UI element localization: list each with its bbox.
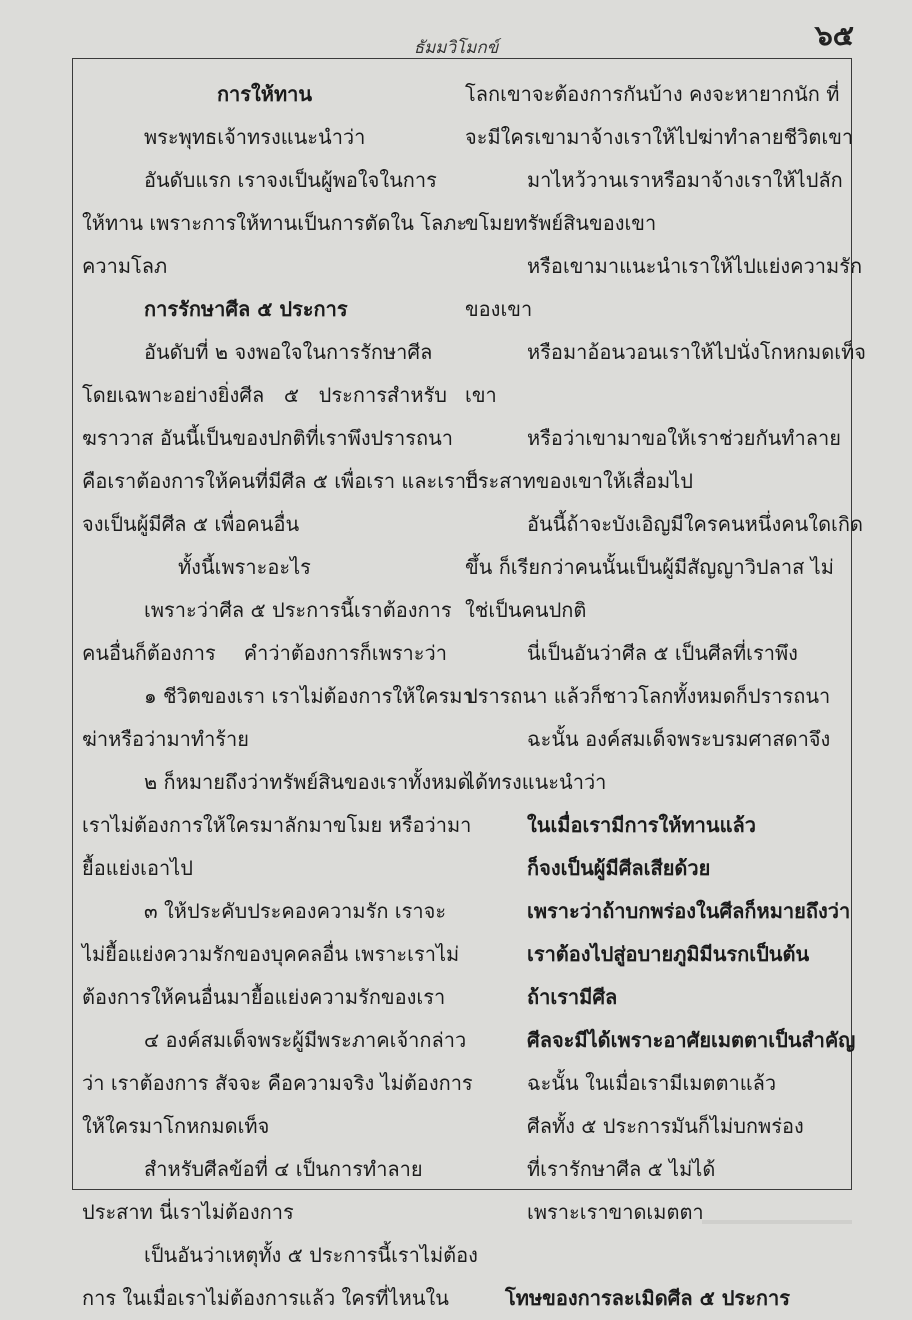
left-column-line: เพราะว่าศีล ๕ ประการนี้เราต้องการ <box>144 598 452 622</box>
left-column-line: ความโลภ <box>82 254 168 278</box>
left-column-line: ฆ่าหรือว่ามาทำร้าย <box>82 727 249 751</box>
left-column-line: ไม่ยื้อแย่งความรักของบุคคลอื่น เพราะเราไม่ <box>82 942 460 966</box>
bottom-shadow <box>702 1220 852 1224</box>
right-column-line: ในเมื่อเรามีการให้ทานแล้ว <box>527 813 756 837</box>
right-column-line: จะมีใครเขามาจ้างเราให้ไปฆ่าทำลายชีวิตเขา <box>465 125 854 149</box>
left-column-line: ๓ ให้ประคับประคองความรัก เราจะ <box>144 899 447 923</box>
left-column-line: เราไม่ต้องการให้ใครมาลักมาขโมย หรือว่ามา <box>82 813 472 837</box>
right-column-line: ก็จงเป็นผู้มีศีลเสียด้วย <box>527 856 711 880</box>
page-number: ๖๕ <box>815 19 854 52</box>
left-column-line: สำหรับศีลข้อที่ ๔ เป็นการทำลาย <box>144 1157 423 1181</box>
left-column-line: การ ในเมื่อเราไม่ต้องการแล้ว ใครที่ไหนใน <box>82 1286 449 1310</box>
left-column-line: เป็นอันว่าเหตุทั้ง ๕ ประการนี้เราไม่ต้อง <box>144 1243 478 1267</box>
left-column-line: คือเราต้องการให้คนที่มีศีล ๕ เพื่อเรา และเราก็ <box>82 469 479 493</box>
left-column-line: ฆราวาส อันนี้เป็นของปกติที่เราพึงปรารถนา <box>82 426 454 450</box>
left-column-line: ๑ ชีวิตของเรา เราไม่ต้องการให้ใครมา <box>144 684 474 708</box>
right-column-line: หรือว่าเขามาขอให้เราช่วยกันทำลาย <box>527 426 841 450</box>
right-column-line: ของเขา <box>465 297 533 321</box>
right-column-line: ได้ทรงแนะนำว่า <box>465 770 607 794</box>
left-column-line: ประสาท นี่เราไม่ต้องการ <box>82 1200 294 1224</box>
right-column-line: ประสาทของเขาให้เสื่อมไป <box>465 469 693 493</box>
right-column-line <box>465 1234 830 1277</box>
right-column-line: ศีลทั้ง ๕ ประการมันก็ไม่บกพร่อง <box>527 1114 804 1138</box>
right-column-line: อันนี้ถ้าจะบังเอิญมีใครคนหนึ่งคนใดเกิด <box>527 512 863 536</box>
left-column <box>82 73 479 1320</box>
right-column-line: ฉะนั้น องค์สมเด็จพระบรมศาสดาจึง <box>527 727 831 751</box>
right-column-line: โทษของการละเมิดศีล ๕ ประการ <box>505 1286 790 1310</box>
right-column-line: ขโมยทรัพย์สินของเขา <box>465 211 657 235</box>
left-column-line: การให้ทาน <box>216 82 313 106</box>
right-column-line: ศีลจะมีได้เพราะอาศัยเมตตาเป็นสำคัญ <box>527 1028 856 1052</box>
left-column-line: ๔ องค์สมเด็จพระผู้มีพระภาคเจ้ากล่าว <box>144 1028 467 1052</box>
right-column-line: โลกเขาจะต้องการกันบ้าง คงจะหายากนัก ที่ <box>465 82 840 106</box>
right-column-line: เพราะเราขาดเมตตา <box>527 1200 704 1224</box>
right-column-line: ถ้าเรามีศีล <box>527 985 618 1009</box>
left-column-line: ให้ทาน เพราะการให้ทานเป็นการตัดใน โลภะ <box>82 211 468 235</box>
left-column-line: พระพุทธเจ้าทรงแนะนำว่า <box>144 125 366 149</box>
left-column-line: ๒ ก็หมายถึงว่าทรัพย์สินของเราทั้งหมด <box>144 770 471 794</box>
left-column-line: ทั้งนี้เพราะอะไร <box>178 555 311 579</box>
running-header <box>0 34 912 61</box>
left-column-line: จงเป็นผู้มีศีล ๕ เพื่อคนอื่น <box>82 512 300 536</box>
right-column <box>465 73 866 1320</box>
left-column-line: คนอื่นก็ต้องการ คำว่าต้องการก็เพราะว่า <box>82 641 447 665</box>
left-column-line: อันดับที่ ๒ จงพอใจในการรักษาศีล <box>144 340 433 364</box>
right-column-line: หรือเขามาแนะนำเราให้ไปแย่งความรัก <box>527 254 863 278</box>
left-column-line: ให้ใครมาโกหกมดเท็จ <box>82 1114 270 1138</box>
left-column-line: ยื้อแย่งเอาไป <box>82 856 193 880</box>
right-column-line: เขา <box>465 383 497 407</box>
left-column-line: อันดับแรก เราจงเป็นผู้พอใจในการ <box>144 168 437 192</box>
right-column-line: ใช่เป็นคนปกติ <box>465 598 587 622</box>
right-column-line: เราต้องไปสู่อบายภูมิมีนรกเป็นต้น <box>527 942 810 966</box>
right-column-line: มาไหว้วานเราหรือมาจ้างเราให้ไปลัก <box>527 168 843 192</box>
right-column-line: ขึ้น ก็เรียกว่าคนนั้นเป็นผู้มีสัญญาวิปลาส ไม่ <box>465 555 834 579</box>
right-column-line: ปรารถนา แล้วก็ชาวโลกทั้งหมดก็ปรารถนา <box>465 684 831 708</box>
left-column-line: ว่า เราต้องการ สัจจะ คือความจริง ไม่ต้องการ <box>82 1071 473 1095</box>
right-column-line: หรือมาอ้อนวอนเราให้ไปนั่งโกหกมดเท็จ <box>527 340 866 364</box>
left-column-line: ต้องการให้คนอื่นมายื้อแย่งความรักของเรา <box>82 985 446 1009</box>
left-column-line: การรักษาศีล ๕ ประการ <box>144 297 348 321</box>
right-column-line: นี่เป็นอันว่าศีล ๕ เป็นศีลที่เราพึง <box>527 641 798 665</box>
right-column-line: ฉะนั้น ในเมื่อเรามีเมตตาแล้ว <box>527 1071 777 1095</box>
right-column-line: ที่เรารักษาศีล ๕ ไม่ได้ <box>527 1157 716 1181</box>
left-column-line: โดยเฉพาะอย่างยิ่งศีล ๕ ประการสำหรับ <box>82 383 447 407</box>
right-column-line: เพราะว่าถ้าบกพร่องในศีลก็หมายถึงว่า <box>527 899 851 923</box>
running-header-text: ธัมมวิโมกข์ <box>406 38 507 58</box>
